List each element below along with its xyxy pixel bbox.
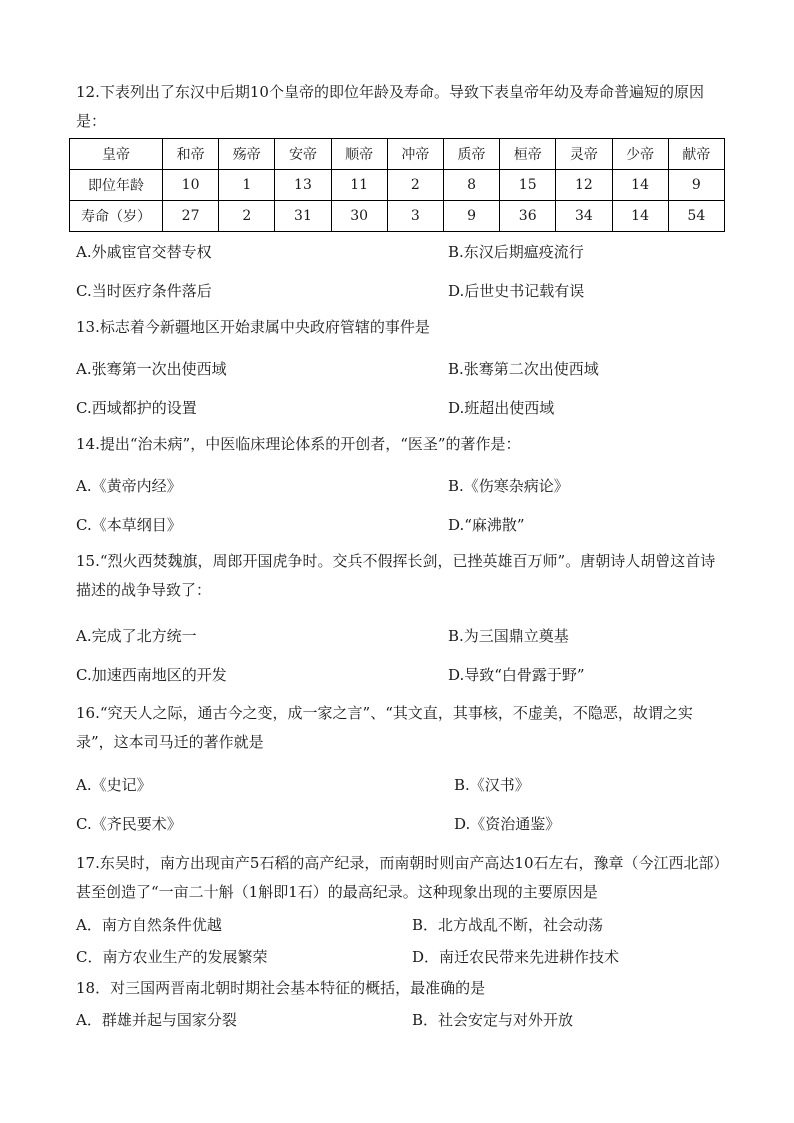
q17-option-d: D．南迁农民带来先进耕作技术	[412, 948, 620, 966]
q13-option-c: C.西域都护的设置	[76, 399, 197, 417]
q14-option-a: A.《黄帝内经》	[76, 477, 182, 495]
question-15-stem: 15.“烈火西焚魏旗，周郎开国虎争时。交兵不假挥长剑，已挫英雄百万师”。唐朝诗人胡曾这首诗描述的战争导致了：	[76, 552, 716, 599]
table-cell: 顺帝	[331, 139, 387, 170]
q13-option-d: D.班超出使西域	[448, 399, 555, 417]
q17-option-a: A．南方自然条件优越	[76, 916, 222, 934]
q15-option-d: D.导致“白骨露于野”	[448, 666, 585, 684]
table-cell: 献帝	[668, 139, 724, 170]
table-cell: 14	[612, 170, 668, 201]
q13-option-b: B.张骞第二次出使西域	[448, 360, 599, 378]
table-row	[70, 201, 725, 232]
table-cell: 36	[500, 201, 556, 232]
table-cell: 11	[331, 170, 387, 201]
table-cell: 8	[443, 170, 499, 201]
table-cell: 1	[219, 170, 275, 201]
table-cell: 和帝	[163, 139, 219, 170]
table-row-header: 皇帝	[70, 139, 163, 170]
table-cell: 14	[612, 201, 668, 232]
table-cell: 12	[556, 170, 612, 201]
q18-option-b: B．社会安定与对外开放	[412, 1011, 574, 1029]
table-row-header: 即位年龄	[70, 170, 163, 201]
table-row	[70, 139, 725, 170]
emperor-table	[69, 138, 725, 232]
q18-option-a: A．群雄并起与国家分裂	[76, 1011, 237, 1029]
q14-option-c: C.《本草纲目》	[76, 516, 182, 534]
table-cell: 31	[275, 201, 331, 232]
q14-option-b: B.《伤寒杂病论》	[448, 477, 569, 495]
table-row	[70, 170, 725, 201]
table-cell: 2	[219, 201, 275, 232]
question-18-stem: 18．对三国两晋南北朝时期社会基本特征的概括，最准确的是	[76, 979, 486, 997]
table-cell: 34	[556, 201, 612, 232]
question-13-stem: 13.标志着今新疆地区开始隶属中央政府管辖的事件是	[76, 318, 430, 336]
table-cell: 安帝	[275, 139, 331, 170]
q16-option-d: D.《资治通鉴》	[454, 815, 561, 833]
table-cell: 冲帝	[387, 139, 443, 170]
table-cell: 30	[331, 201, 387, 232]
q12-option-a: A.外戚宦官交替专权	[76, 243, 212, 261]
q16-option-b: B.《汉书》	[454, 776, 530, 794]
q14-option-d: D.“麻沸散”	[448, 516, 525, 534]
q12-option-c: C.当时医疗条件落后	[76, 282, 212, 300]
q17-option-b: B．北方战乱不断，社会动荡	[412, 916, 604, 934]
table-cell: 10	[163, 170, 219, 201]
table-cell: 灵帝	[556, 139, 612, 170]
table-cell: 殇帝	[219, 139, 275, 170]
q13-option-a: A.张骞第一次出使西域	[76, 360, 227, 378]
q16-option-a: A.《史记》	[76, 776, 152, 794]
q15-option-c: C.加速西南地区的开发	[76, 666, 227, 684]
question-12-stem: 12.下表列出了东汉中后期10个皇帝的即位年龄及寿命。导致下表皇帝年幼及寿命普遍短的原因是：	[76, 83, 704, 130]
q15-option-a: A.完成了北方统一	[76, 627, 197, 645]
q12-option-d: D.后世史书记载有误	[448, 282, 585, 300]
question-14-stem: 14.提出“治未病”，中医临床理论体系的开创者，“医圣”的著作是：	[76, 435, 521, 453]
table-cell: 少帝	[612, 139, 668, 170]
question-17-stem: 17.东吴时，南方出现亩产5石稻的高产纪录，而南朝时则亩产高达10石左右，豫章（今江西北部）甚至创造了“一亩二十斛（1斛即1石）的最高纪录。这种现象出现的主要原因是	[76, 854, 721, 901]
table-cell: 9	[443, 201, 499, 232]
table-cell: 桓帝	[500, 139, 556, 170]
table-cell: 15	[500, 170, 556, 201]
q17-option-c: C．南方农业生产的发展繁荣	[76, 948, 268, 966]
table-cell: 9	[668, 170, 724, 201]
q15-option-b: B.为三国鼎立奠基	[448, 627, 569, 645]
table-cell: 质帝	[443, 139, 499, 170]
table-row-header: 寿命（岁）	[70, 201, 163, 232]
table-cell: 54	[668, 201, 724, 232]
question-16-stem: 16.“究天人之际，通古今之变，成一家之言”、“其文直，其事核，不虚美，不隐恶，故谓之实录”，这本司马迁的著作就是	[76, 704, 693, 751]
q12-option-b: B.东汉后期瘟疫流行	[448, 243, 584, 261]
table-cell: 3	[387, 201, 443, 232]
q16-option-c: C.《齐民要术》	[76, 815, 182, 833]
table-cell: 2	[387, 170, 443, 201]
table-cell: 13	[275, 170, 331, 201]
table-cell: 27	[163, 201, 219, 232]
